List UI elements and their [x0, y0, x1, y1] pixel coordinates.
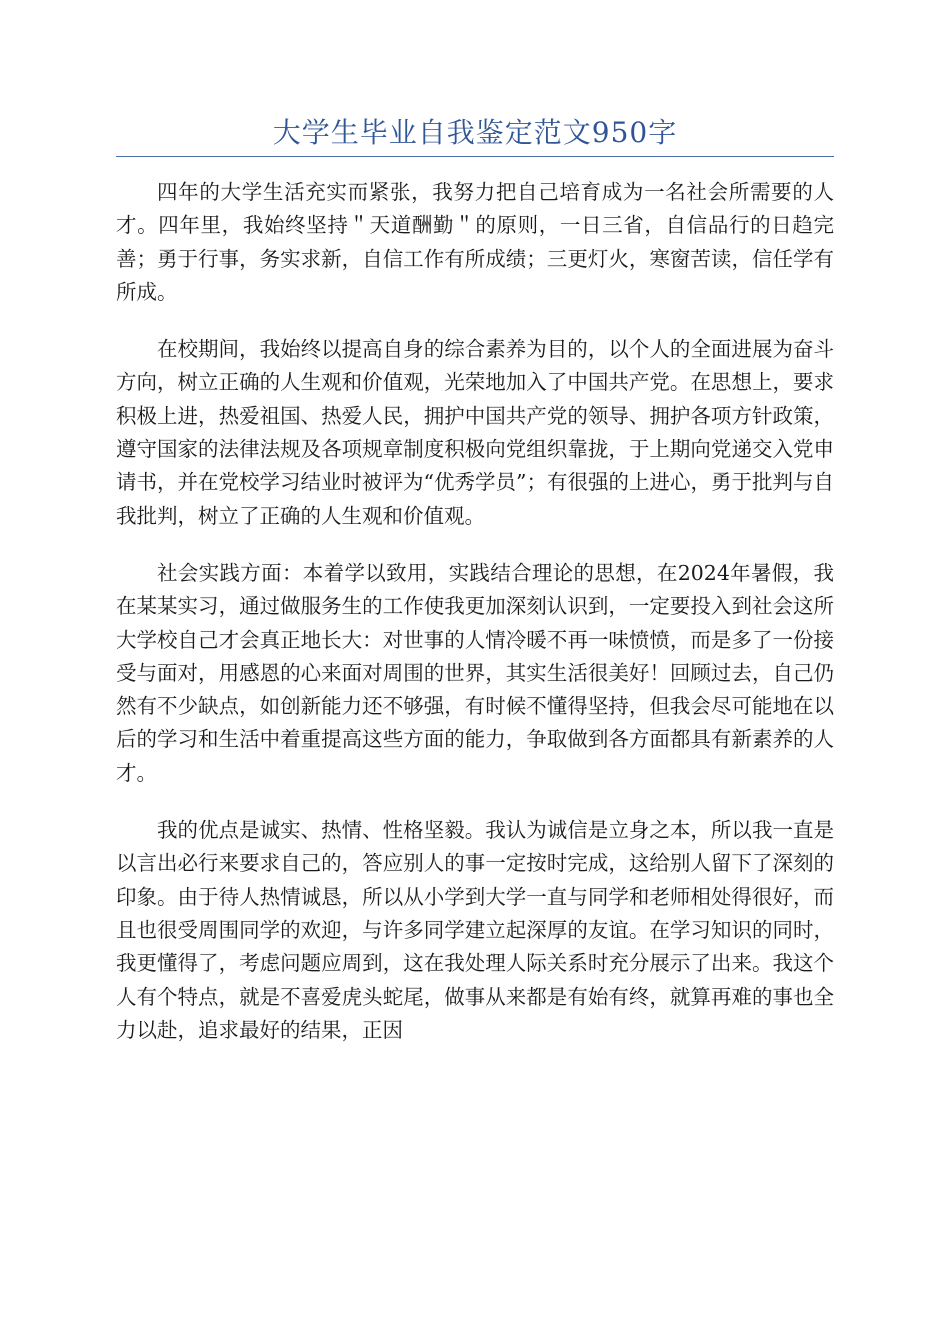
title-block: [116, 110, 834, 157]
page-title: 大学生毕业自我鉴定范文950字: [272, 116, 678, 149]
document-body: [116, 176, 834, 1071]
paragraph-1: 四年的大学生活充实而紧张，我努力把自己培育成为一名社会所需要的人才。四年里，我始终坚持＂天道酬勤＂的原则，一日三省，自信品行的日趋完善；勇于行事，务实求新，自信工作有所成绩；三更灯火，寒窗苦读，信任学有所成。: [116, 180, 834, 304]
paragraph-3: 社会实践方面：本着学以致用，实践结合理论的思想，在2024年暑假，我在某某实习，通过做服务生的工作使我更加深刻认识到，一定要投入到社会这所大学校自己才会真正地长大：对世事的人情冷暖不再一味愤愤，而是多了一份接受与面对，用感恩的心来面对周围的世界，其实生活很美好！回顾过去，自己仍然有不少缺点，如创新能力还不够强，有时候不懂得坚持，但我会尽可能地在以后的学习和生活中着重提高这些方面的能力，争取做到各方面都具有新素养的人才。: [116, 560, 834, 785]
paragraph-4: 我的优点是诚实、热情、性格坚毅。我认为诚信是立身之本，所以我一直是以言出必行来要求自己的，答应别人的事一定按时完成，这给别人留下了深刻的印象。由于待人热情诚恳，所以从小学到大学一直与同学和老师相处得很好，而且也很受周围同学的欢迎，与许多同学建立起深厚的友谊。在学习知识的同时，我更懂得了，考虑问题应周到，这在我处理人际关系时充分展示了出来。我这个人有个特点，就是不喜爱虎头蛇尾，做事从来都是有始有终，就算再难的事也全力以赴，追求最好的结果，正因: [116, 818, 834, 1042]
paragraph-2: 在校期间，我始终以提高自身的综合素养为目的，以个人的全面进展为奋斗方向，树立正确的人生观和价值观，光荣地加入了中国共产党。在思想上，要求积极上进，热爱祖国、热爱人民，拥护中国共产党的领导、拥护各项方针政策，遵守国家的法律法规及各项规章制度积极向党组织靠拢，于上期向党递交入党申请书，并在党校学习结业时被评为“优秀学员”；有很强的上进心，勇于批判与自我批判，树立了正确的人生观和价值观。: [116, 337, 834, 528]
